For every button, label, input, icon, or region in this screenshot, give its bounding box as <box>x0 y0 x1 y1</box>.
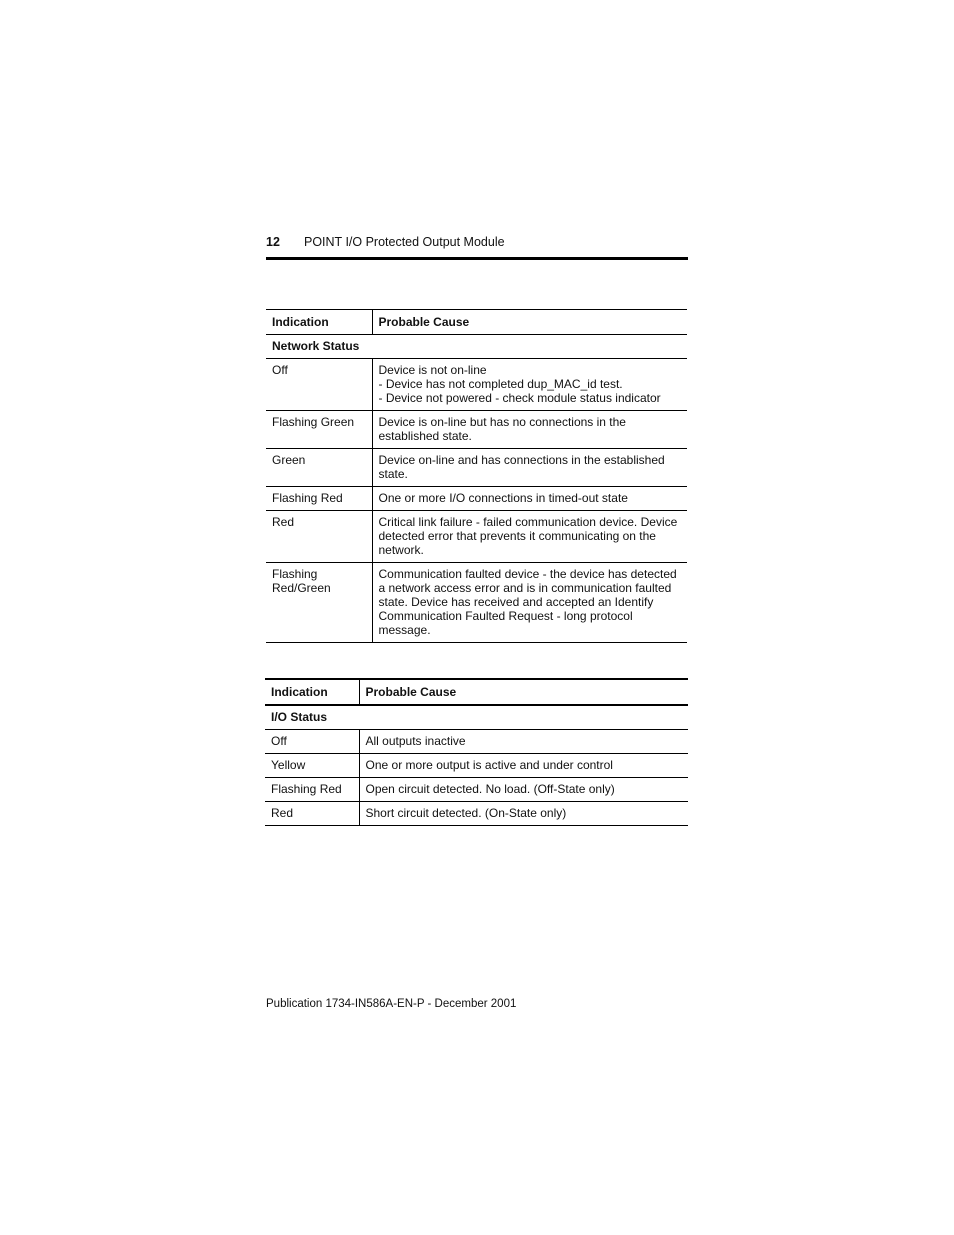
page-number: 12 <box>266 235 280 249</box>
section-row <box>266 335 687 359</box>
indication-cell: Off <box>266 359 372 411</box>
table-row <box>266 449 687 487</box>
table-row <box>265 754 688 778</box>
section-title: Network Status <box>266 335 687 359</box>
cause-line: Device on-line and has connections in the established state. <box>378 453 665 481</box>
probable-cause-cell <box>372 563 687 643</box>
probable-cause-cell <box>359 730 688 754</box>
probable-cause-cell <box>372 487 687 511</box>
table-row <box>265 730 688 754</box>
network-status-table <box>266 309 687 643</box>
probable-cause-cell <box>372 449 687 487</box>
cause-line: Device is on-line but has no connections in the established state. <box>378 415 626 443</box>
table-row <box>265 802 688 826</box>
table-row <box>266 563 687 643</box>
indication-cell: Flashing Red <box>265 778 359 802</box>
table-header-row <box>266 310 687 335</box>
section-title: I/O Status <box>265 705 688 730</box>
probable-cause-cell <box>372 511 687 563</box>
page-header <box>266 234 688 260</box>
cause-line: - Device not powered - check module status indicator <box>378 391 661 405</box>
probable-cause-cell <box>359 754 688 778</box>
section-row <box>265 705 688 730</box>
cause-line: Critical link failure - failed communication device. Device detected error that prevents it communicating on the network. <box>378 515 678 557</box>
indication-cell: Flashing Red/Green <box>266 563 372 643</box>
table-header-row <box>265 679 688 705</box>
publication-footer: Publication 1734-IN586A-EN-P - December 2001 <box>266 998 517 1010</box>
cause-line: Open circuit detected. No load. (Off-State only) <box>365 782 615 796</box>
cause-line: - Device has not completed dup_MAC_id test. <box>378 377 623 391</box>
table-row <box>266 359 687 411</box>
probable-cause-cell <box>359 778 688 802</box>
cause-line: All outputs inactive <box>365 734 466 748</box>
indication-header: Indication <box>265 679 359 705</box>
table-row <box>265 778 688 802</box>
cause-line: One or more I/O connections in timed-out state <box>378 491 628 505</box>
indication-header: Indication <box>266 310 372 335</box>
indication-cell: Off <box>265 730 359 754</box>
probable-cause-cell <box>372 359 687 411</box>
indication-cell: Red <box>265 802 359 826</box>
probable-cause-cell <box>372 411 687 449</box>
cause-line: Device is not on-line <box>378 363 487 377</box>
table-row <box>266 511 687 563</box>
indication-cell: Yellow <box>265 754 359 778</box>
cause-line: Communication faulted device - the device has detected a network access error and is in communication faulted state. Device has received and accepted an Identify Communication Faulted Request - long protocol message. <box>378 567 677 637</box>
indication-cell: Flashing Green <box>266 411 372 449</box>
table-row <box>266 411 687 449</box>
probable-cause-header: Probable Cause <box>372 310 687 335</box>
indication-cell: Red <box>266 511 372 563</box>
cause-line: Short circuit detected. (On-State only) <box>365 806 567 820</box>
io-status-table <box>265 678 688 826</box>
cause-line: One or more output is active and under control <box>365 758 613 772</box>
table-row <box>266 487 687 511</box>
document-title: POINT I/O Protected Output Module <box>304 235 505 249</box>
indication-cell: Green <box>266 449 372 487</box>
probable-cause-cell <box>359 802 688 826</box>
indication-cell: Flashing Red <box>266 487 372 511</box>
probable-cause-header: Probable Cause <box>359 679 688 705</box>
